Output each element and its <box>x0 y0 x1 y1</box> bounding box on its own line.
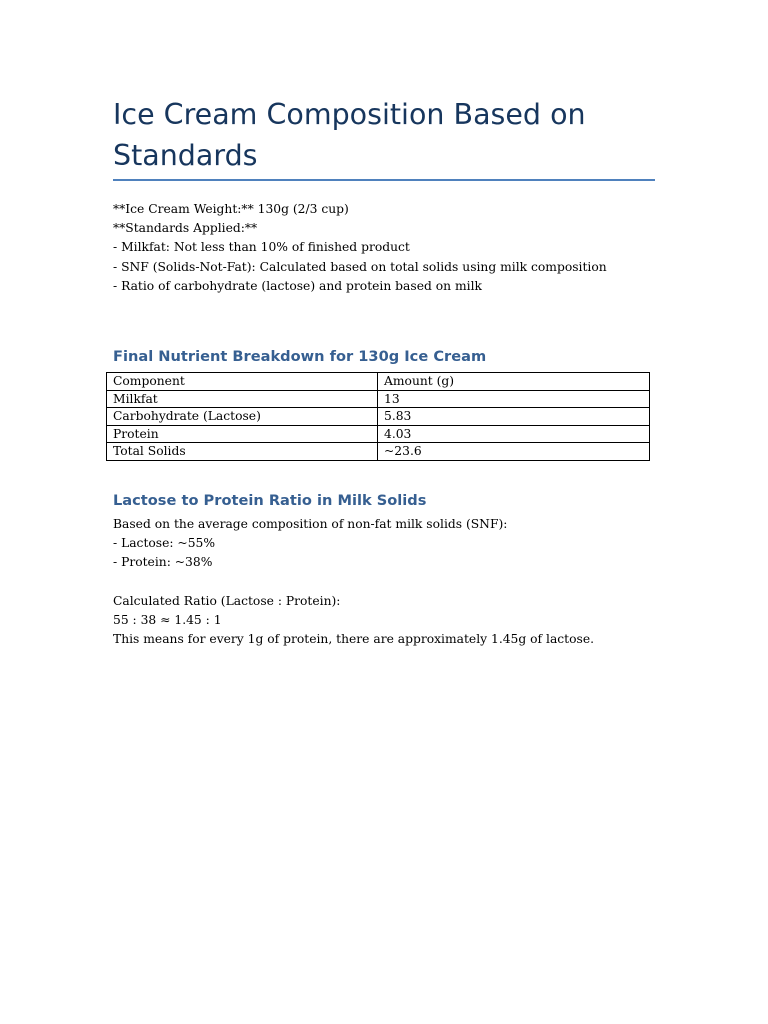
document-title: Ice Cream Composition Based on Standards <box>113 98 586 172</box>
intro-snf-line: - SNF (Solids-Not-Fat): Calculated based on total solids using milk composition <box>113 259 607 274</box>
calc-ratio-value: 55 : 38 ≈ 1.45 : 1 <box>113 613 222 627</box>
intro-weight-line: **Ice Cream Weight:** 130g (2/3 cup) <box>113 202 349 216</box>
calc-ratio-explanation: This means for every 1g of protein, there are approximately 1.45g of lactose. <box>113 632 595 647</box>
intro-block <box>113 200 607 296</box>
nutrient-table <box>106 372 650 461</box>
column-header-component: Component <box>107 373 378 391</box>
table-row <box>107 425 650 443</box>
table-row <box>107 443 650 461</box>
ratio-block <box>113 515 594 649</box>
paragraph-spacer <box>113 573 594 592</box>
protein-line: - Protein: ~38% <box>113 555 213 570</box>
intro-ratio-line: - Ratio of carbohydrate (lactose) and protein based on milk <box>113 278 482 293</box>
table-row <box>107 390 650 408</box>
ratio-intro-line: Based on the average composition of non-fat milk solids (SNF): <box>113 517 508 531</box>
amount-cell: ~23.6 <box>378 443 650 461</box>
amount-cell: 4.03 <box>378 425 650 443</box>
column-header-amount: Amount (g) <box>378 373 650 391</box>
calc-ratio-label: Calculated Ratio (Lactose : Protein): <box>113 593 341 608</box>
table-row <box>107 408 650 426</box>
amount-cell: 13 <box>378 390 650 408</box>
component-cell: Total Solids <box>107 443 378 461</box>
component-cell: Milkfat <box>107 390 378 408</box>
amount-cell: 5.83 <box>378 408 650 426</box>
component-cell: Protein <box>107 425 378 443</box>
intro-standards-line: **Standards Applied:** <box>113 221 258 236</box>
breakdown-heading: Final Nutrient Breakdown for 130g Ice Cream <box>113 348 487 365</box>
component-cell: Carbohydrate (Lactose) <box>107 408 378 426</box>
table-header-row <box>107 373 650 391</box>
title-underline <box>113 179 655 181</box>
intro-milkfat-line: - Milkfat: Not less than 10% of finished product <box>113 240 410 255</box>
ratio-heading: Lactose to Protein Ratio in Milk Solids <box>113 492 427 509</box>
lactose-line: - Lactose: ~55% <box>113 536 216 551</box>
